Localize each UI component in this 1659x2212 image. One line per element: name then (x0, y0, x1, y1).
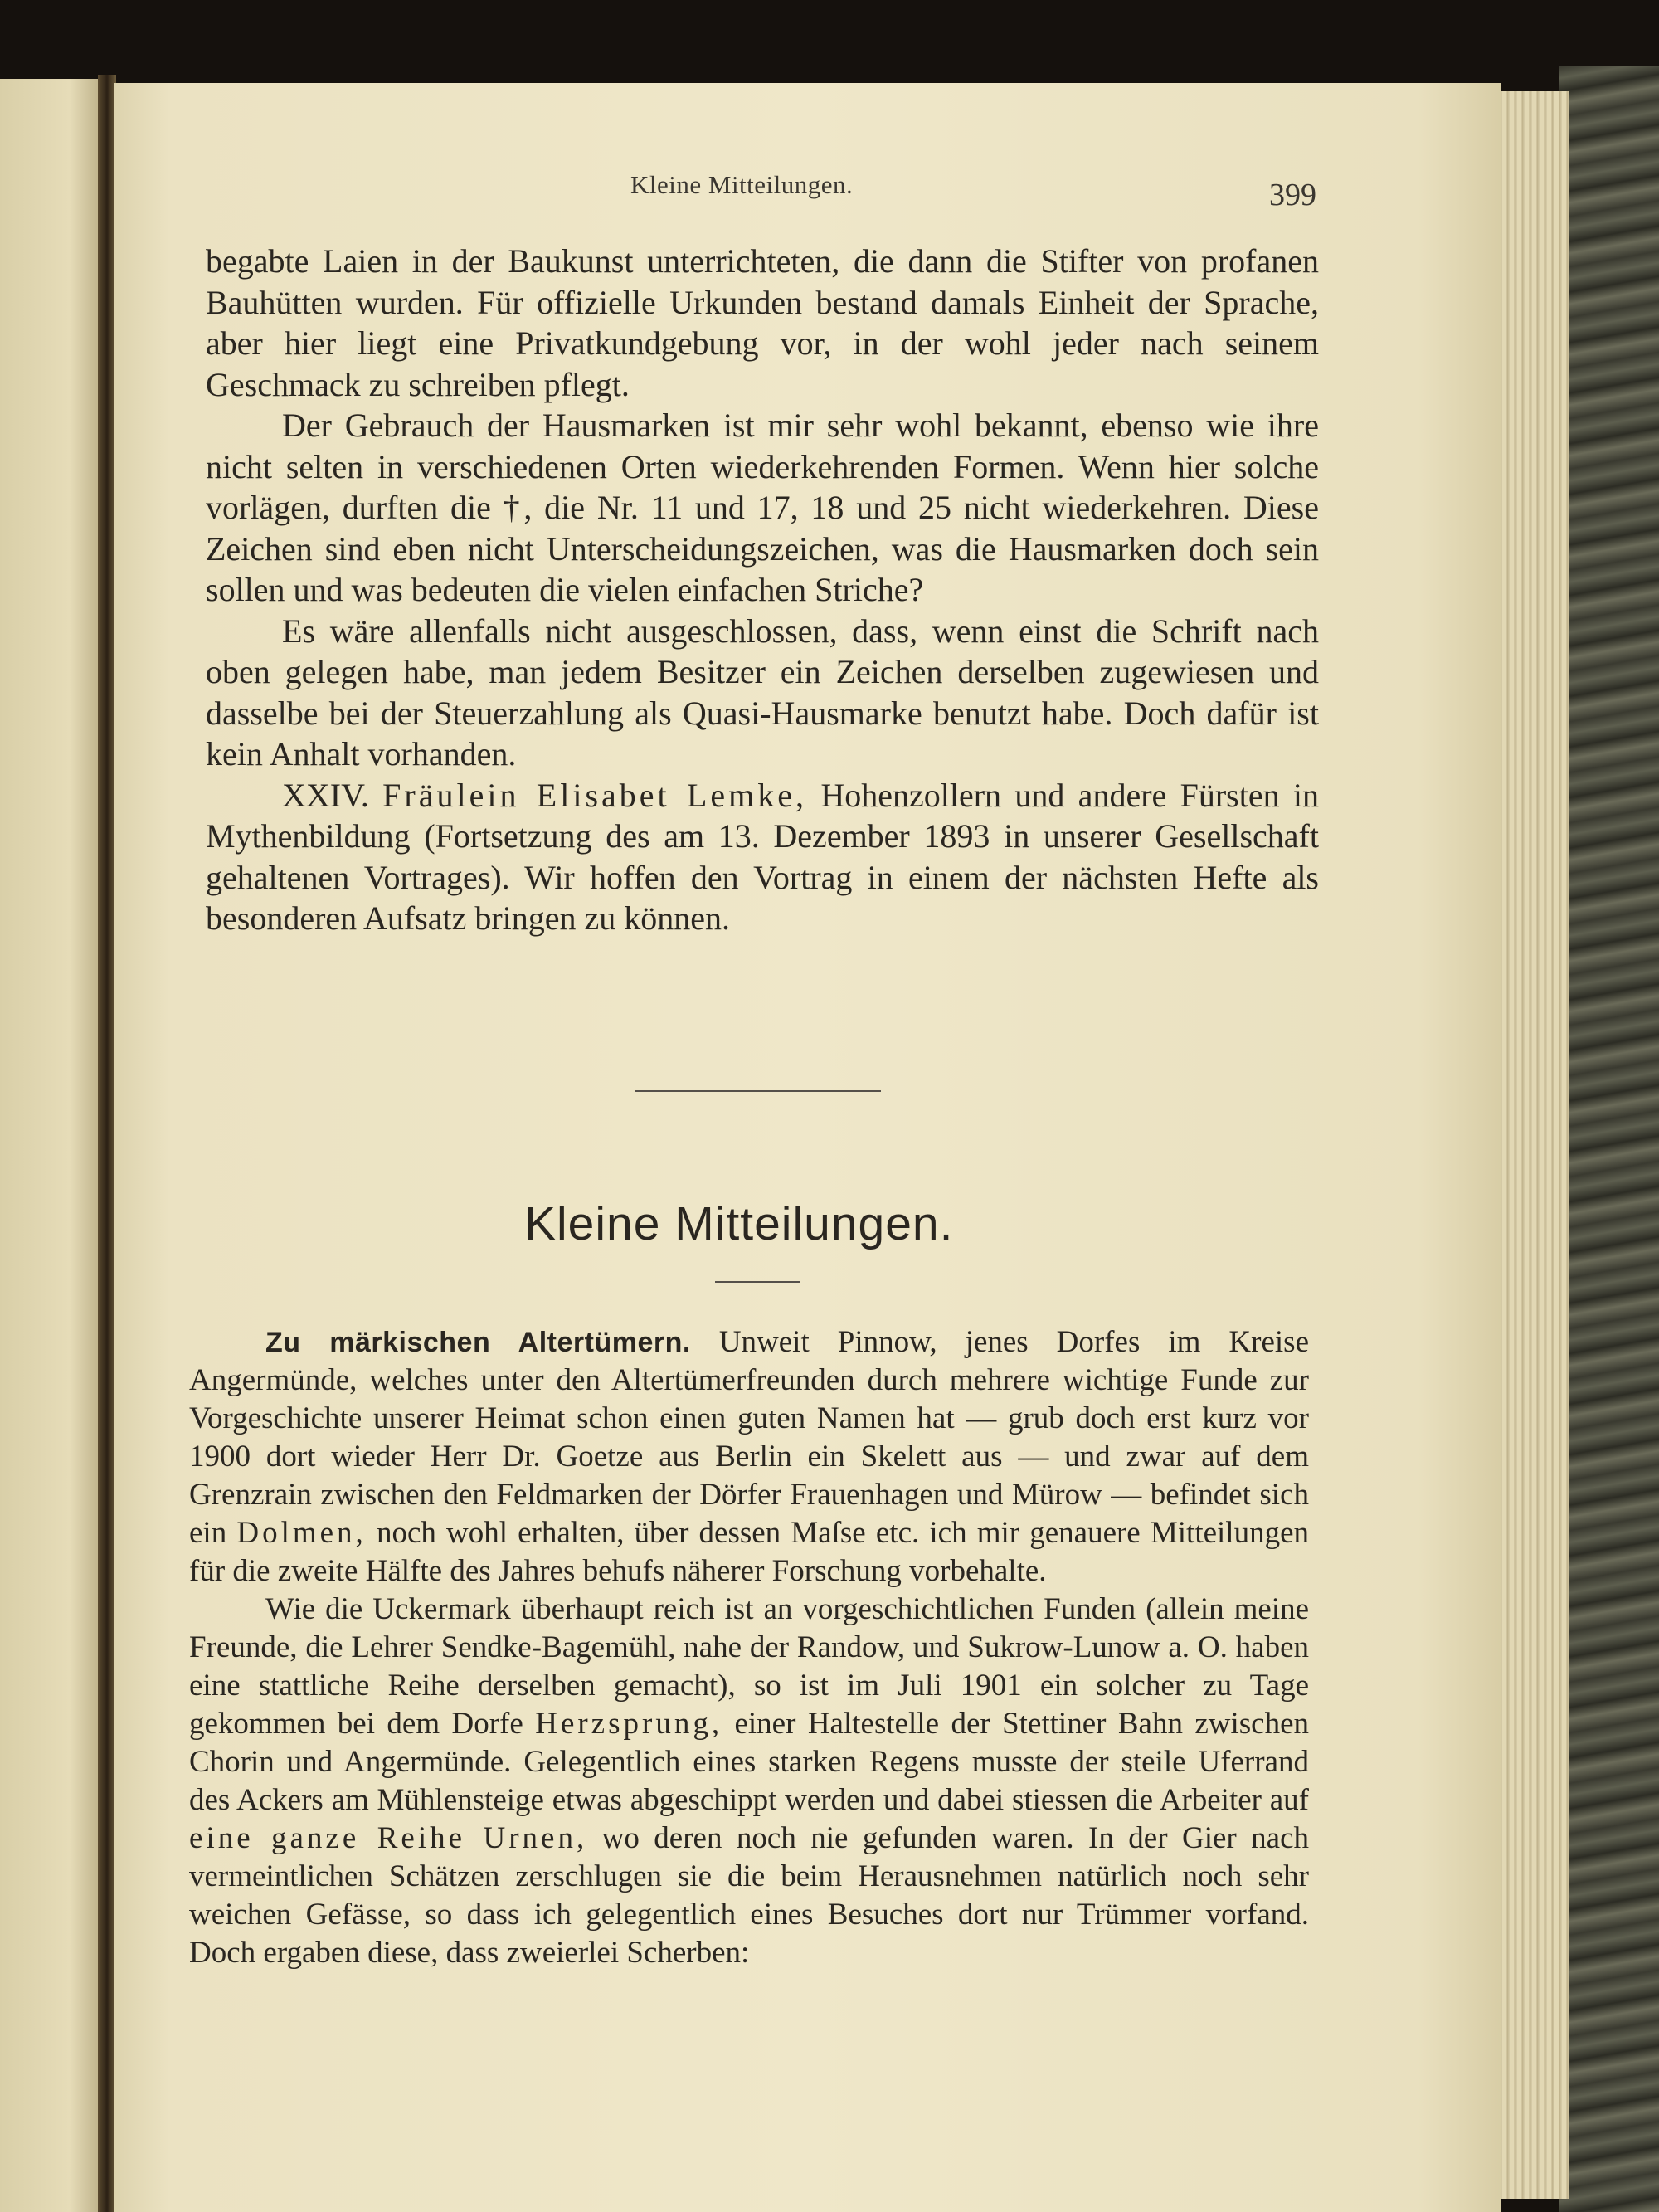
page-number: 399 (1269, 178, 1316, 212)
book-gutter (98, 75, 116, 2212)
paragraph: Es wäre allenfalls nicht ausgeschlossen, dass, wenn einst die Schrift nach oben gelegen habe, man jedem Besitzer ein Zeichen derselben zugewiesen und dasselbe bei der Steuerzahlung als Quasi-Hausmarke benutzt habe. Doch dafür ist kein Anhalt vorhanden. (206, 611, 1319, 772)
paragraph-heading: Zu märkischen Altertümern. (265, 1327, 691, 1358)
paragraph-text: noch wohl erhalten, über dessen Maſse etc. ich mir genauere Mitteilungen für die zweite Hälfte des Jahres behufs näherer Forschung vorbehalte. (189, 1516, 1310, 1588)
speaker-name: Fräulein Elisabet Lemke, (382, 776, 808, 814)
paragraph-text: wo deren noch nie gefunden waren. In der Gier nach vermeintlichen Schätzen zerschlugen sie die beim Herausnehmen natürlich noch sehr weichen Gefässe, so dass ich gelegentlich eines Besuches dort nur Trümmer vorfand. Doch ergaben diese, dass zweierlei Scherben: (189, 1821, 1310, 1970)
paragraph-text: einer Haltestelle der Stettiner Bahn zwischen Chorin und Angermünde. Gelegentlich eines starken Regens musste der steile Uferrand des Ackers am Mühlensteige etwas abgeschippt werden und dabei stiessen die Arbeiter auf (189, 1707, 1310, 1817)
paragraph: Der Gebrauch der Hausmarken ist mir sehr wohl bekannt, ebenso wie ihre nicht selten in verschiedenen Orten wiederkehrenden Formen. Wenn hier solche vorlägen, durften die †, die Nr. 11 und 17, 18 und 25 nicht wiederkehren. Diese Zeichen sind eben nicht Unterscheidungszeichen, was die Hausmarken doch sein sollen und was bedeuten die vielen einfachen Striche? (206, 407, 1319, 608)
section-title: Kleine Mitteilungen. (524, 1197, 954, 1250)
emphasized-term: Herzsprung, (535, 1707, 723, 1741)
title-underline (715, 1281, 800, 1283)
paragraph-text: Wie die Uckermark überhaupt reich ist an vorgeschichtlichen Funden (allein meine Freunde, die Lehrer Sendke-Bagemühl, nahe der Randow, und Sukrow-Lunow a. O. haben eine stattliche Reihe derselben gemacht), so ist im Juli 1901 ein solcher zu Tage gekommen bei dem Dorfe (189, 1592, 1309, 1741)
emphasized-term: Dolmen, (236, 1516, 367, 1550)
paragraph-text: Hohenzollern und andere Fürsten in Mythenbildung (Fortsetzung des am 13. Dezember 1893 in unserer Gesellschaft gehaltenen Vortrages). Wir hoffen den Vortrag in einem der nächsten Hefte als besonderen Aufsatz bringen zu können. (206, 776, 1320, 937)
book-cover-edge (1559, 66, 1659, 2212)
upper-text-block (206, 241, 1319, 939)
paragraph (189, 1591, 1309, 1972)
paragraph-text: Unweit Pinnow, jenes Dorfes im Kreise Angermünde, welches unter den Altertümerfreunden durch mehrere wichtige Funde zur Vorgeschichte unserer Heimat schon einen guten Namen hat — grub doch erst kurz vor 1900 dort wieder Herr Dr. Goetze aus Berlin ein Skelett aus — und zwar auf dem Grenzrain zwischen den Feldmarken der Dörfer Frauenhagen und Mürow — befindet sich ein (189, 1325, 1309, 1550)
paragraph-number: XXIV. (282, 776, 369, 814)
paragraph-xxiv (206, 775, 1319, 939)
facing-page-edge (0, 79, 100, 2212)
section-divider (635, 1090, 881, 1092)
lower-text-block (189, 1323, 1309, 1972)
running-head: Kleine Mitteilungen. (630, 170, 854, 199)
emphasized-term: eine ganze Reihe Urnen, (189, 1821, 588, 1855)
paragraph: begabte Laien in der Baukunst unterrichteten, die dann die Stifter von profanen Bauhütten wurden. Für offizielle Urkunden bestand damals Einheit der Sprache, aber hier liegt eine Privatkundgebung vor, in der wohl jeder nach seinem Geschmack zu schreiben pflegt. (206, 242, 1319, 403)
paragraph (189, 1323, 1309, 1591)
page-stack-edges (1493, 91, 1569, 2199)
